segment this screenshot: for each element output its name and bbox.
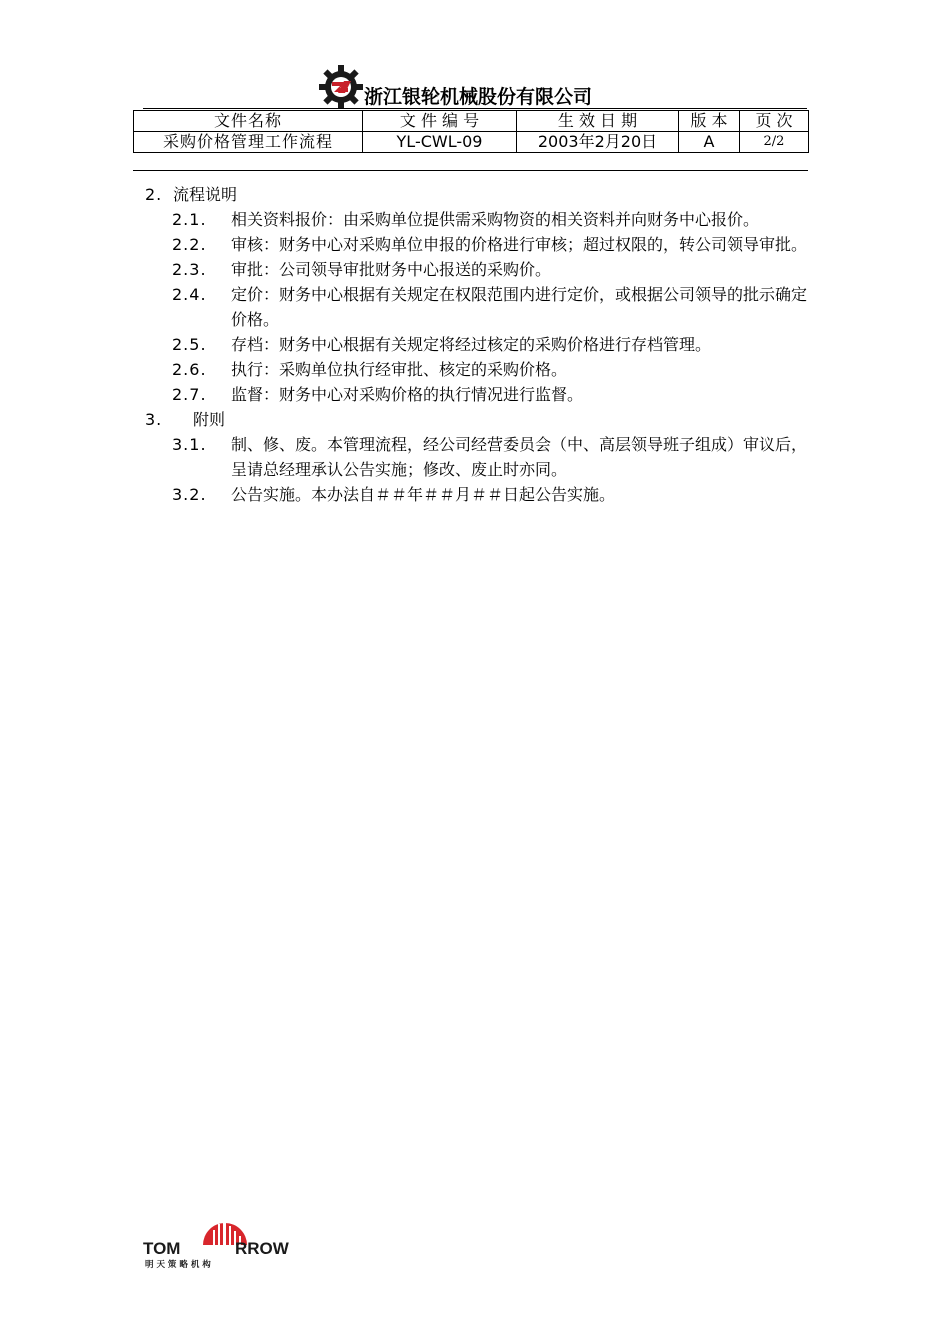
value-file-name: 采购价格管理工作流程 <box>134 132 363 153</box>
item-text: 定价：财务中心根据有关规定在权限范围内进行定价，或根据公司领导的批示确定价格。 <box>231 285 808 329</box>
header-file-name: 文件名称 <box>134 111 363 132</box>
item-number: 3.1. <box>172 435 207 454</box>
item-number: 2.5. <box>172 335 207 354</box>
item-number: 2.2. <box>172 235 207 254</box>
brand-left-text: TOM <box>143 1239 181 1258</box>
list-item <box>0 207 807 232</box>
value-version: A <box>679 132 740 153</box>
list-item <box>0 432 807 482</box>
item-text: 审核：财务中心对采购单位申报的价格进行审核；超过权限的，转公司领导审批。 <box>231 235 808 254</box>
company-header <box>318 64 592 110</box>
section-title: 流程说明 <box>173 185 238 204</box>
list-item <box>0 282 807 332</box>
table-value-row <box>134 132 809 153</box>
company-name: 浙江银轮机械股份有限公司 <box>364 86 593 108</box>
item-number: 2.3. <box>172 260 207 279</box>
document-info-table <box>133 110 809 153</box>
item-text: 相关资料报价：由采购单位提供需采购物资的相关资料并向财务中心报价。 <box>231 210 760 229</box>
item-number: 2.6. <box>172 360 207 379</box>
item-text: 制、修、废。本管理流程，经公司经营委员会（中、高层领导班子组成）审议后，呈请总经理承认公告实施；修改、废止时亦同。 <box>231 435 808 479</box>
section-heading <box>0 407 950 432</box>
item-text: 公告实施。本办法自＃＃年＃＃月＃＃日起公告实施。 <box>231 485 616 504</box>
header-page: 页 次 <box>740 111 809 132</box>
item-number: 2.1. <box>172 210 207 229</box>
tomorrow-brand-logo <box>143 1210 303 1270</box>
value-file-number: YL-CWL-09 <box>363 132 517 153</box>
item-number: 2.4. <box>172 285 207 304</box>
item-text: 存档：财务中心根据有关规定将经过核定的采购价格进行存档管理。 <box>231 335 712 354</box>
header-file-number: 文 件 编 号 <box>363 111 517 132</box>
header-rule <box>143 108 807 109</box>
list-item <box>0 232 807 257</box>
table-header-row <box>134 111 809 132</box>
table-bottom-rule <box>133 170 808 171</box>
document-body <box>0 182 950 507</box>
value-page: 2/2 <box>740 132 809 153</box>
item-text: 监督：财务中心对采购价格的执行情况进行监督。 <box>231 385 584 404</box>
gear-logo-icon <box>318 64 364 110</box>
list-item <box>0 357 807 382</box>
brand-chinese-text: 明 天 策 略 机 构 <box>145 1260 211 1270</box>
list-item <box>0 382 807 407</box>
item-number: 3.2. <box>172 485 207 504</box>
header-effective-date: 生 效 日 期 <box>517 111 679 132</box>
section-number: 3. <box>145 410 163 429</box>
list-item <box>0 332 807 357</box>
section-title: 附则 <box>193 410 226 429</box>
list-item <box>0 257 807 282</box>
item-text: 审批：公司领导审批财务中心报送的采购价。 <box>231 260 552 279</box>
header-version: 版 本 <box>679 111 740 132</box>
section-heading <box>0 182 950 207</box>
section-number: 2. <box>145 185 163 204</box>
item-number: 2.7. <box>172 385 207 404</box>
list-item <box>0 482 807 507</box>
item-text: 执行：采购单位执行经审批、核定的采购价格。 <box>231 360 568 379</box>
brand-right-text: RROW <box>235 1239 289 1258</box>
value-effective-date: 2003年2月20日 <box>517 132 679 153</box>
